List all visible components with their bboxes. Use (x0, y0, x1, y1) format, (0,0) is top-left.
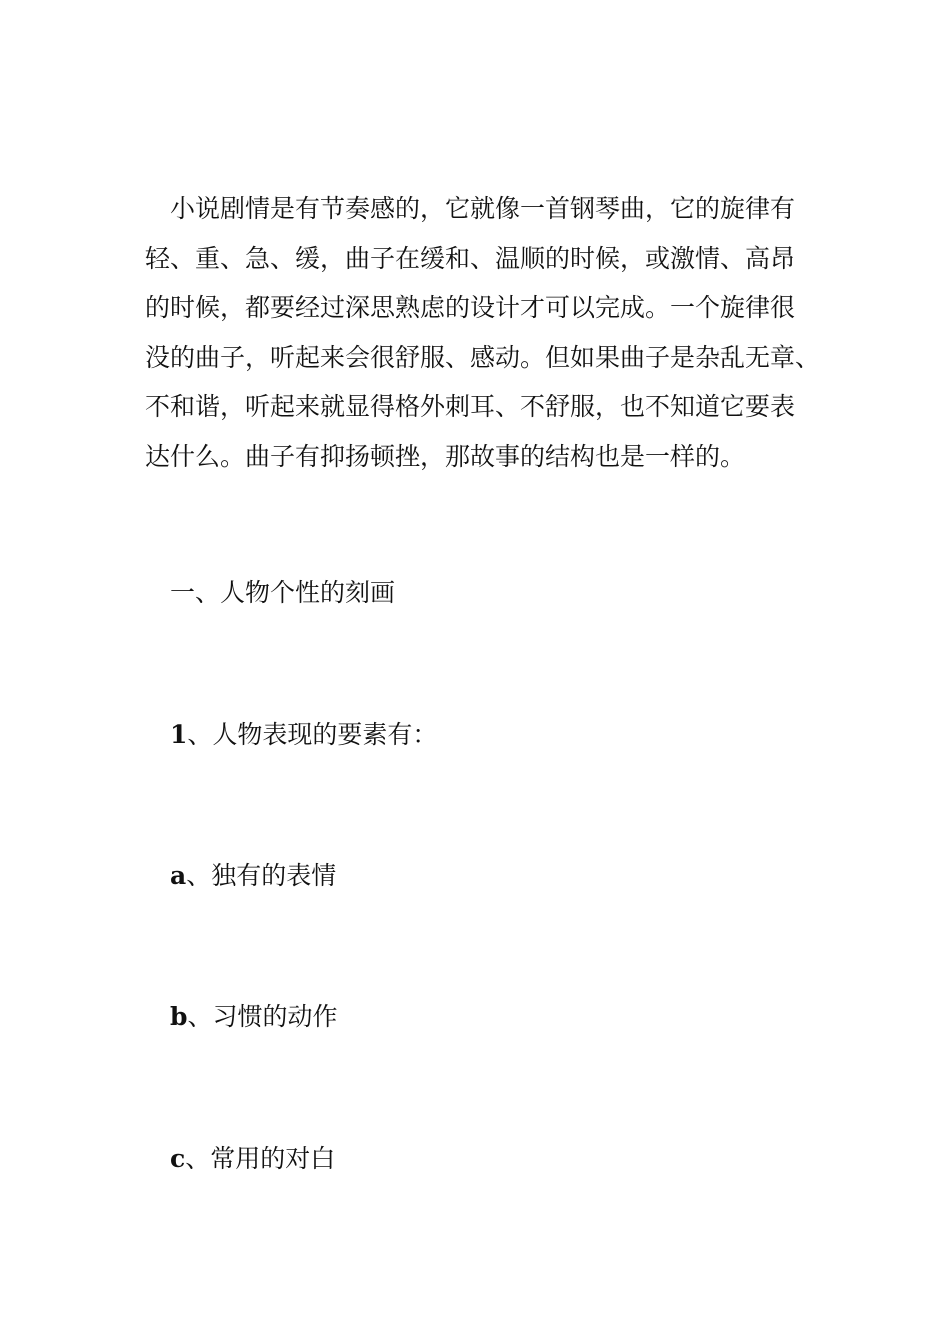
intro-paragraph (145, 184, 821, 481)
paragraph-line: 不和谐，听起来就显得格外刺耳、不舒服，也不知道它要表 (145, 392, 796, 421)
paragraph-line: 的时候，都要经过深思熟虑的设计才可以完成。一个旋律很 (145, 293, 796, 322)
point-text: 、人物表现的要素有： (187, 720, 438, 749)
point-1-heading (170, 720, 437, 750)
sub-item-b (170, 1002, 338, 1032)
point-marker: 1 (170, 720, 188, 749)
sub-item-text: 、独有的表情 (186, 861, 337, 890)
sub-item-text: 、习惯的动作 (187, 1002, 338, 1031)
sub-item-c (170, 1144, 335, 1174)
sub-item-marker: b (170, 1002, 188, 1031)
sub-item-marker: c (170, 1144, 186, 1173)
paragraph-line: 达什么。曲子有抑扬顿挫，那故事的结构也是一样的。 (145, 441, 746, 471)
paragraph-line: 轻、重、急、缓，曲子在缓和、温顺的时候，或激情、高昂 (145, 243, 796, 273)
paragraph-line: 小说剧情是有节奏感的，它就像一首钢琴曲，它的旋律有 (170, 194, 796, 223)
paragraph-line: 没的曲子，听起来会很舒服、感动。但如果曲子是杂乱无章、 (145, 342, 821, 372)
sub-item-a (170, 861, 336, 891)
sub-item-text: 、常用的对白 (185, 1144, 336, 1173)
section-heading: 一、人物个性的刻画 (170, 578, 396, 607)
sub-item-marker: a (170, 861, 187, 890)
